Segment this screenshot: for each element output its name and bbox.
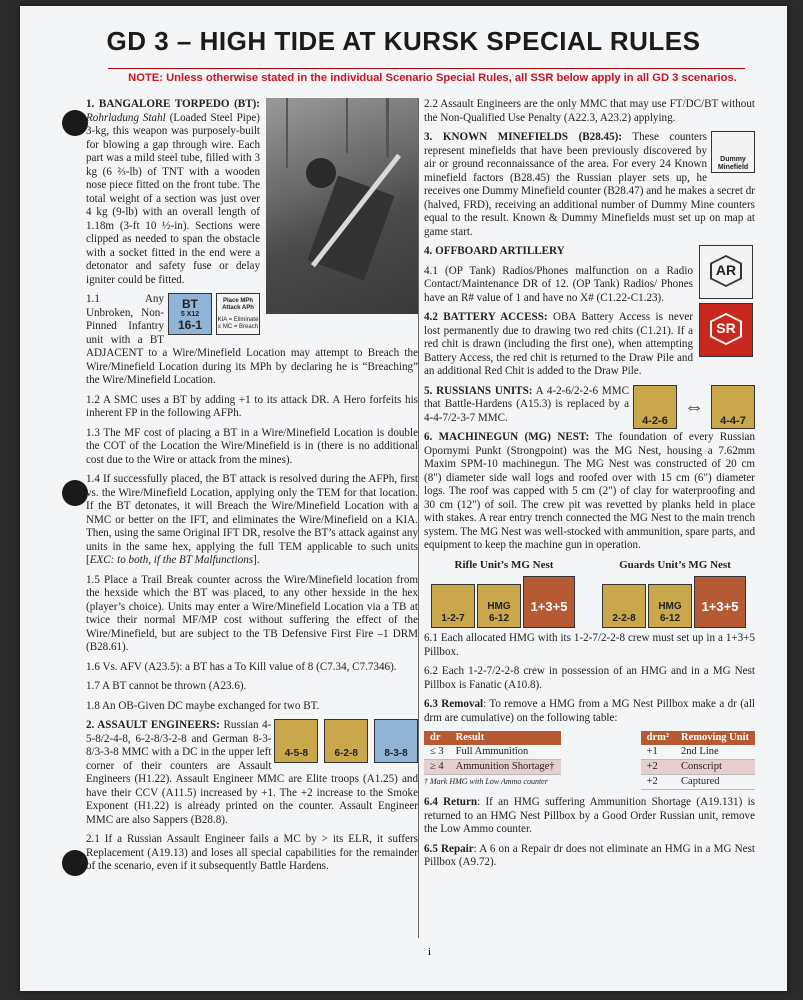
rule-6-4: 6.4 Return: If an HMG suffering Ammunition Shortage (A19.131) is returned to an HMG Nest Pillbox by a Good Order Russian unit, remove the Low Ammo counter. bbox=[424, 796, 755, 835]
mg-nest-counters bbox=[424, 559, 755, 629]
rule-4-1: 4.1 (OP Tank) Radios/Phones malfunction on a Radio Contact/Maintenance DR of 12. (OP Tank) Radios/ Phones have an R# value of 1 and have no X# (C1.22-C1.23). bbox=[424, 264, 693, 304]
assault-engineer-counters bbox=[271, 719, 418, 763]
section-bangalore-torpedo: 1. BANGALORE TORPEDO (BT): Rohrladung Stahl (Loaded Steel Pipe) 3-kg, this weapon was purposely-built for blowing a gap through wire. Each part was a mild steel tube, filled with 3 kg (6 ⅔-lb) of TNT with a wooden nose piece fitted on the front tube. The total weight of a section was just over 4 kg (9-lb) with an overall length of 1.18m (3-ft 10 ½-in). Sections were clipped as needed to span the obstacle with a socket fitted in the end were a detonator and safety fuse or delay igniter could be fitted. bbox=[86, 98, 260, 286]
section-assault-engineers: 2. ASSAULT ENGINEERS: Russian 4-5-8/2-4-8, 6-2-8/3-2-8 and German 8-3-8/3-3-8 MMC with a DC in the upper left corner of their counters are Assault Engineers (H1.22). Assault Engineer MMC are Elite troops (A1.25) and have their CCV (A11.5) increased by +1. The +2 increase to the Smoke Exponent (H1.22) is already printed on the counter. Assault Engineer MMC are also Sappers (B28.8). bbox=[86, 719, 418, 826]
rule-1-7: 1.7 A BT cannot be thrown (A23.6). bbox=[86, 680, 247, 692]
removal-drm-table: drm² Removing Unit +1 2nd Line +2 Conscript +2 Captured bbox=[641, 731, 755, 790]
dummy-minefield-counter: Dummy Minefield bbox=[711, 131, 755, 173]
section-known-minefields: 3. KNOWN MINEFIELDS (B28.45): These counters represent minefields that have been previously discovered by air or ground reconnaissance of the area. For every 24 Known minefield factors (B28.45) the Russian player sets up, he receives one Dummy Minefield counter (B28.47) and he makes a secret dr (halved, FRD), receiving an additional number of Dummy Mine counters equal to the result. Known & Dummy Minefields must set up on map at game start. bbox=[424, 131, 755, 238]
ru-counter: 4-2-6 bbox=[633, 385, 677, 429]
russian-unit-counters bbox=[633, 385, 755, 429]
title-rule bbox=[108, 68, 745, 69]
removal-tables: dr Result ≤ 3 Full Ammunition ≥ 4 Ammunition Shortage† † Mark HMG with Low Ammo counter drm² Removing Unit +1 2nd Line +2 Conscript +2 Captured bbox=[424, 731, 755, 790]
section-offboard-artillery: 4. OFFBOARD ARTILLERY bbox=[424, 245, 565, 257]
rule-1-1: 1.1 Any Unbroken, Non-Pinned Infantry unit with a BT ADJACENT to a Wire/Minefield Location may attempt to Breach the Wire/Minefield Location during its MPh by declaring he is “Breaching” the Wire/Minefield Location. bbox=[86, 293, 418, 386]
left-column bbox=[86, 98, 418, 880]
rule-2-2: 2.2 Assault Engineers are the only MMC that may use FT/DC/BT without the Non-Qualified Use Penalty (A22.3, A23.2) applying. bbox=[424, 98, 755, 124]
rule-6-2: 6.2 Each 1-2-7/2-2-8 crew in possession of an HMG and in a MG Nest Pillbox is Fanatic (A10.8). bbox=[424, 665, 755, 691]
binder-hole bbox=[62, 480, 88, 506]
rule-4-2: 4.2 BATTERY ACCESS: OBA Battery Access is never lost permanently due to drawing two red chits (C1.21). If a red chit is drawn (including the first one), when attempting Battery Access, the red chit is returned to the Draw Pile and an additional Red Chit is added to the Draw Pile. bbox=[424, 311, 693, 377]
rule-6-5: 6.5 Repair: A 6 on a Repair dr does not eliminate an HMG in a MG Nest Pillbox (A9.72). bbox=[424, 842, 755, 868]
sr-chit: SR bbox=[699, 303, 753, 357]
removal-result-table: dr Result ≤ 3 Full Ammunition ≥ 4 Ammunition Shortage† bbox=[424, 731, 561, 775]
rule-1-5: 1.5 Place a Trail Break counter across the Wire/Minefield location from the hexside which the BT was placed, to any other hexside in the hex (player’s choice). Units may enter a Wire/Minefield Location via a TB at twice their normal MF/MP cost without suffering the effect of the Wire/Minefield, but are subject to the TB Defensive First Fire –1 DRM (B28.61). bbox=[86, 573, 418, 653]
guards-mg-nest: Guards Unit’s MG Nest 2-2-8 HMG 6-12 1+3+5 bbox=[595, 559, 755, 629]
soldiers-photo bbox=[266, 98, 418, 314]
rule-6-3: 6.3 Removal: To remove a HMG from a MG Nest Pillbox make a dr (all drm are cumulative) on the following table: bbox=[424, 698, 755, 724]
right-column bbox=[424, 98, 755, 876]
section-russian-units: 5. RUSSIANS UNITS: A 4-2-6/2-2-6 MMC that Battle-Hardens (A15.3) is replaced by a 4-4-7/2-3-7 MMC. bbox=[424, 384, 629, 424]
ssr-note: NOTE: Unless otherwise stated in the individual Scenario Special Rules, all SSR below apply in all GD 3 scenarios. bbox=[128, 72, 737, 84]
rule-1-8: 1.8 An OB-Given DC maybe exchanged for two BT. bbox=[86, 699, 320, 712]
page-number: i bbox=[428, 946, 432, 958]
ae-counter: 6-2-8 bbox=[324, 719, 368, 763]
place-attack-counter: Place MPh Attack APh KIA = Eliminate ≤ MC = Breach bbox=[216, 293, 260, 335]
ae-counter: 4-5-8 bbox=[274, 719, 318, 763]
binder-hole bbox=[62, 110, 88, 136]
column-divider bbox=[418, 98, 419, 938]
rifle-mg-nest: Rifle Unit’s MG Nest 1-2-7 HMG 6-12 1+3+5 bbox=[424, 559, 584, 629]
ar-chit: AR bbox=[699, 245, 753, 299]
exchange-arrow-icon: ⇔ bbox=[684, 395, 704, 418]
binder-hole bbox=[62, 850, 88, 876]
ru-counter: 4-4-7 bbox=[711, 385, 755, 429]
oba-chits bbox=[699, 245, 755, 357]
rule-1-4: 1.4 If successfully placed, the BT attack is resolved during the AFPh, first vs. the Wire/Minefield Location, applying only the TEM for that location. If the BT detonates, it will Breach the Wire/Minefield Location with a NMC or better on the IFT, and eliminates the Wire/Minefield on a KIA. Then, using the same Original IFT DR, resolve the BT’s attack against any units in the same hex, applying the full TEM applicable to such units [EXC: to both, if the BT Malfunctions]. bbox=[86, 473, 418, 566]
page-title: GD 3 – HIGH TIDE AT KURSK SPECIAL RULES bbox=[106, 26, 701, 56]
section-mg-nest: 6. MACHINEGUN (MG) NEST: The foundation of every Russian Opornymi Punkt (Strongpoint) was the MG Nest, housing a 7.62mm Maxim SPM-10 machinegun. The MG Nest was constructed of 20 cm (8") diameter side wall logs and roofed over with 15 cm (6") diameter logs. The roof was capped with 5 cm (2") of clay for waterproofing and 30 cm (12") of soil. The crew pit was revetted by planks held in place with stakes. A rear entry trench connected the MG Nest to the main trench system. The MG Nest was well-stocked with ammunition, spare parts, and equipment to keep the machine gun in operation. bbox=[424, 431, 756, 551]
rule-2-1: 2.1 If a Russian Assault Engineer fails a MC by > its ELR, it suffers Replacement (A19.13) and loses all special capabilities for the remainder of the scenario, even if it subsequently Battle Hardens. bbox=[86, 833, 418, 872]
rule-1-6: 1.6 Vs. AFV (A23.5): a BT has a To Kill value of 8 (C7.34, C7.7346). bbox=[86, 660, 397, 673]
bt-counter: BT 5 X12 16-1 bbox=[168, 293, 212, 335]
rule-1-3: 1.3 The MF cost of placing a BT in a Wire/Minefield Location is double the COT of the Location the Wire/Minefield is in (there is no additional cost due to the Wire or attack from the mines). bbox=[86, 426, 418, 466]
ae-counter: 8-3-8 bbox=[374, 719, 418, 763]
rule-6-1: 6.1 Each allocated HMG with its 1-2-7/2-2-8 crew must set up in a 1+3+5 Pillbox. bbox=[424, 632, 755, 658]
rule-1-2: 1.2 A SMC uses a BT by adding +1 to its attack DR. A Hero forfeits his inherent FP in the following AFPh. bbox=[86, 393, 418, 419]
